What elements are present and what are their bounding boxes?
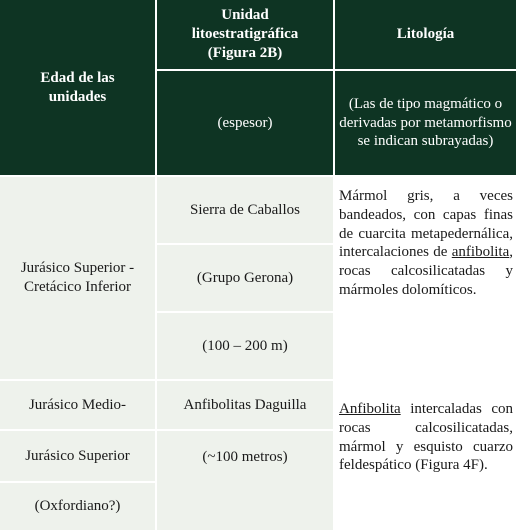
header-lith-sub [335, 71, 516, 175]
header-age [0, 0, 155, 175]
header-unit-text: Unidad litoestratigráfica (Figura 2B) [191, 7, 299, 61]
header-lith [335, 0, 516, 69]
row2-age-line1 [0, 381, 155, 429]
header-unit [157, 0, 333, 69]
row1-unit-line3-text: (100 – 200 m) [202, 337, 288, 354]
row1-unit-line2 [157, 245, 333, 311]
header-lith-text: Litología [396, 26, 455, 43]
header-age-text: Edad de las unidades [40, 69, 115, 105]
row2-lith-text [339, 400, 513, 475]
row2-lith [335, 400, 516, 528]
row2-unit-line2-text: (~100 metros) [202, 449, 288, 465]
row2-age-line3-text: (Oxfordiano?) [34, 498, 121, 515]
row1-unit-line2-text: (Grupo Gerona) [196, 269, 294, 286]
row1-lith-after: , rocas calcosilicatadas y mármoles dolomíticos. [339, 244, 513, 298]
header-unit-sub [157, 71, 333, 175]
row1-unit-line1 [157, 177, 333, 243]
row2-lith-after: intercaladas con rocas calcosilicatadas, mármol y esquisto cuarzo feldespático (Figura 4F). [339, 401, 513, 474]
header-lith-sub-text: (Las de tipo magmático o derivadas por metamorfismo se indican subrayadas) [339, 95, 512, 150]
row1-age [0, 177, 155, 379]
row2-age-line2-text: Jurásico Superior [25, 447, 130, 464]
row2-lith-underlined: Anfibolita [339, 401, 401, 417]
row1-lith-before: Mármol gris, a veces bandeados, con capas finas de cuarcita metapedernálica, intercalaciones de [339, 188, 513, 261]
row2-unit-line1 [157, 381, 333, 429]
header-unit-sub-text: (espesor) [217, 114, 273, 131]
row2-age-line1-text: Jurásico Medio- [28, 396, 127, 413]
row1-lith [335, 187, 516, 379]
row1-lith-underlined: anfibolita [451, 244, 510, 261]
row2-age-line3 [0, 483, 155, 530]
row1-unit-line3 [157, 313, 333, 379]
row1-lith-text [339, 187, 513, 300]
row2-unit-line2 [157, 431, 333, 530]
row2-age-line2 [0, 431, 155, 481]
row1-age-text: Jurásico Superior - Cretácico Inferior [20, 260, 135, 295]
row2-unit-line1-text: Anfibolitas Daguilla [183, 396, 307, 413]
row1-unit-line1-text: Sierra de Caballos [190, 201, 300, 218]
